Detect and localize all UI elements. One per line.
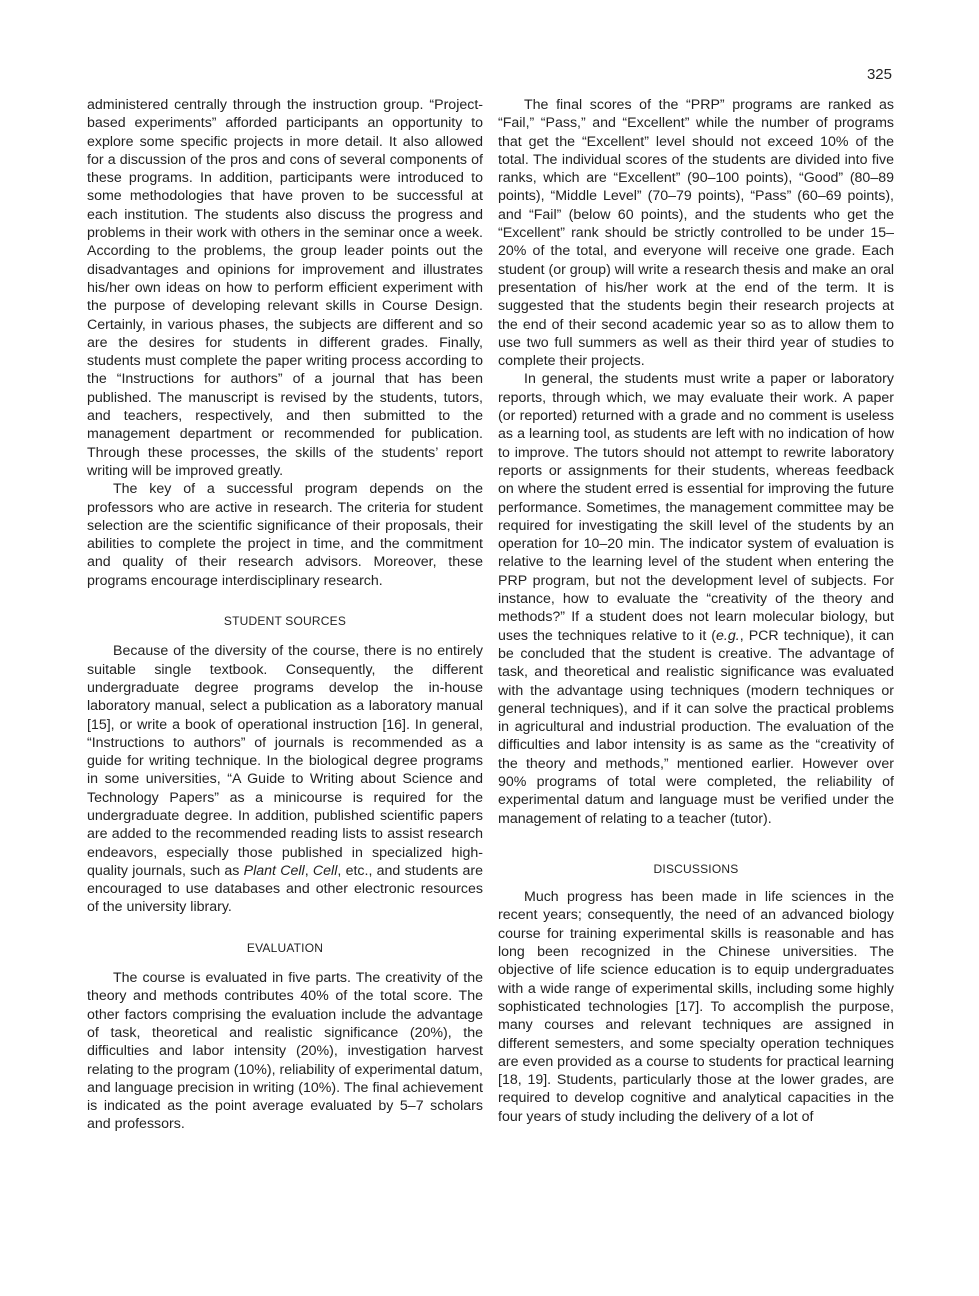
abbreviation: e.g.: [716, 627, 740, 644]
paragraph: [87, 642, 483, 916]
paragraph: The course is evaluated in five parts. The creativity of the theory and methods contributes 40% of the total score. The other factors comprising the evaluation include the advantage of task, theoretical and realistic significance (20%), the difficulties and labor intensity (20%), investigation harvest relating to the program (10%), reliability of experimental datum, and language precision in writing (10%). The final achievement is indicated as the point average evaluated by 5–7 scholars and professors.: [87, 970, 483, 1133]
text-run: ,: [304, 862, 313, 879]
section-heading-discussions: DISCUSSIONS: [653, 861, 739, 876]
left-column: [87, 96, 483, 1134]
paragraph: Much progress has been made in life sciences in the recent years; consequently, the need of an advanced biology course for training experimental skills is reasonable and has long been recognized in the Chinese universities. The objective of life science education is to equip undergraduates with a wide range of experimental skills, including some highly sophisticated technologies [17]. To accomplish the purpose, many courses and relevant techniques are assigned in different semesters, and some specialty operation techniques are even provided as a course to students for practical learning [18, 19]. Students, particularly those at the lower grades, are required to develop cognitive and analytical capacities in the four years of study including the delivery of a lot of: [498, 889, 894, 1125]
page-number: 325: [866, 66, 892, 83]
right-column: [498, 96, 894, 1126]
text-run: , etc., and students are encouraged to use databases and other electronic resources of the university library.: [87, 862, 483, 916]
text-run: , PCR technique), it can be concluded that the student is creative. The advantage of task, and theoretical and realistic significance was evaluated with the advantage using techniques (modern techniques or general techniques), and if it can solve the practical problems in agricultural and industrial production. The evaluation of the difficulties and labor intensity is as same as the “creativity of the theory and methods,” mentioned earlier. However over 90% programs of total were completed, the reliability of experimental datum and language must be verified under the management of relating to a teacher (tutor).: [498, 627, 895, 827]
journal-name: Plant Cell: [243, 862, 305, 879]
journal-name: Cell: [312, 862, 338, 879]
section-heading-evaluation: EVALUATION: [246, 940, 324, 955]
paragraph: The key of a successful program depends on the professors who are active in research. The criteria for student selection are the scientific significance of their proposals, their abilities to complete the project in time, and the commitment and quality of their research advisors. Moreover, these programs encourage interdisciplinary research.: [87, 481, 483, 589]
paragraph: administered centrally through the instruction group. “Project-based experiments” afforded participants an opportunity to explore some specific projects in more detail. It also allowed for a discussion of the pros and cons of several components of these programs. In addition, participants were introduced to some methodologies that have proven to be successful at each institution. The students also discuss the progress and problems in their work with others in the seminar once a week. According to the problems, the group leader points out the disadvantages and opinions for improvement and illustrates his/her own ideas on how to perform efficient experiment with the purpose of developing relevant skills in Course Design. Certainly, in various phases, the subjects are different and so are the desires for students in different grades. Finally, students must complete the paper writing process according to the “Instructions for authors” of a journal that has been published. The manuscript is revised by the students, tutors, and teachers, respectively, and then submitted to the management department or recommended for publication. Through these processes, the skills of the students’ report writing will be improved greatly.: [87, 97, 483, 479]
paragraph: The final scores of the “PRP” programs are ranked as “Fail,” “Pass,” and “Excellent” while the number of programs that get the “Excellent” level should not exceed 10% of the total. The individual scores of the students are divided into five ranks, which are “Excellent” (90–100 points), “Good” (80–89 points), “Middle Level” (70–79 points), “Pass” (60–69 points), and “Fail” (below 60 points), and the students who get the “Excellent” rank should be strictly controlled to be under 15–20% of the total, and everyone will receive one grade. Each student (or group) will write a research thesis and make an oral presentation of his/her work at the end of the term. It is suggested that the students begin their research projects at the end of their second academic year so as to allow them to use two full summers as well as their third year of studies to complete their projects.: [498, 97, 894, 370]
text-run: In general, the students must write a paper or laboratory reports, through which, we may evaluate their work. A paper (or reported) returned with a grade and no comment is useless as a learning tool, as students are left with no indication of how to improve. The tutors should not attempt to rewrite laboratory reports or assignments for their students, whereas feedback on where the student erred is essential for improving the future performance. Sometimes, the management committee may be required for investigating the skill level of the students by an operation for 10–20 min. The indicator system of evaluation is relative to the learning level of the student when entering the PRP program, but not the development level of subjects. For instance, how to evaluate the “creativity of the theory and methods?” If a student does not learn molecular biology, but uses the techniques relative to it (: [498, 371, 894, 644]
text-run: Because of the diversity of the course, there is no entirely suitable single textbook. Consequently, the different undergraduate degree programs develop the in-house laboratory manual, select a publication as a laboratory manual [15], or write a book of operational instruction [16]. In general, “Instructions to authors” of journals is recommended as a guide for writing technique. In the biological degree programs in some universities, “A Guide to Writing about Science and Technology Papers” as a minicourse is required for the undergraduate degree. In addition, published scientific papers are added to the recommended reading lists to assist research endeavors, especially those published in specialized high-quality journals, such as: [87, 643, 483, 879]
section-heading-student-sources: STUDENT SOURCES: [223, 614, 347, 629]
paragraph: [498, 370, 894, 827]
